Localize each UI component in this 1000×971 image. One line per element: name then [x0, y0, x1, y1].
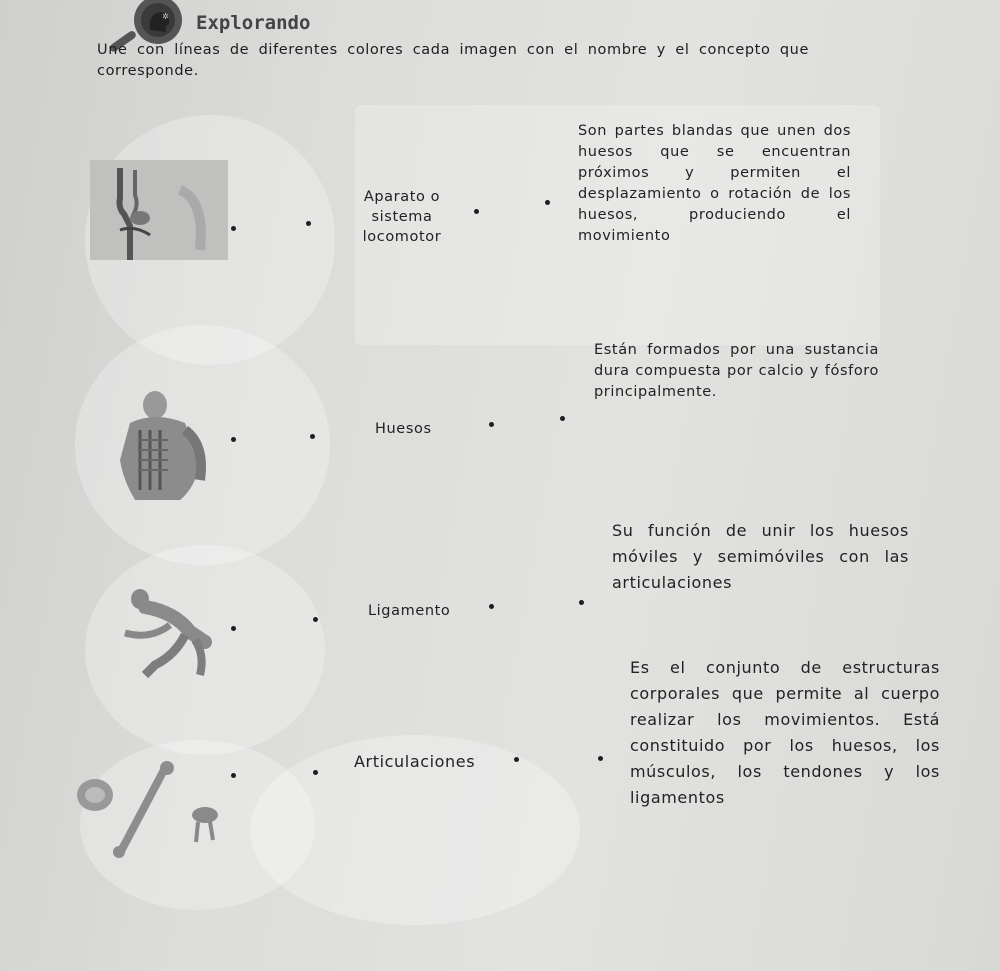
- term-aparato-locomotor: Aparato o sistema locomotor: [362, 189, 442, 245]
- definition-dot[interactable]: [560, 416, 565, 421]
- image-dot[interactable]: [231, 226, 236, 231]
- definition-dot[interactable]: [598, 756, 603, 761]
- term-left-dot[interactable]: [306, 221, 311, 226]
- term-right-dot[interactable]: [474, 209, 479, 214]
- term-left-dot[interactable]: [313, 770, 318, 775]
- running-skeleton-image: [110, 585, 220, 680]
- image-dot[interactable]: [231, 626, 236, 631]
- definition-2: Están formados por una sustancia dura compuesta por calcio y fósforo principalmente.: [594, 342, 879, 400]
- definition-4: Es el conjunto de estructuras corporales que permite al cuerpo realizar los movimientos. Está constituido por los huesos, los músculos, los tendones y los ligamentos: [630, 658, 940, 807]
- term-huesos: Huesos: [375, 421, 432, 437]
- bones-image: [70, 760, 220, 860]
- definition-dot[interactable]: [545, 200, 550, 205]
- instructions-text: Une con líneas de diferentes colores cada imagen con el nombre y el concepto que corresponde.: [97, 42, 809, 79]
- term-right-dot[interactable]: [514, 757, 519, 762]
- term-articulaciones: Articulaciones: [354, 752, 476, 771]
- term-ligamento: Ligamento: [368, 603, 451, 619]
- knee-joint-image: [90, 160, 228, 260]
- term-left-dot[interactable]: [310, 434, 315, 439]
- section-title: Explorando: [196, 12, 311, 34]
- definition-dot[interactable]: [579, 600, 584, 605]
- term-right-dot[interactable]: [489, 422, 494, 427]
- definition-3: Su función de unir los huesos móviles y semimóviles con las articulaciones: [612, 521, 909, 592]
- term-right-dot[interactable]: [489, 604, 494, 609]
- image-dot[interactable]: [231, 773, 236, 778]
- term-left-dot[interactable]: [313, 617, 318, 622]
- muscular-torso-image: [110, 385, 215, 500]
- svg-text:✲: ✲: [162, 12, 169, 21]
- definition-1: Son partes blandas que unen dos huesos que se encuentran próximos y permiten el desplazamiento o rotación de los huesos, produciendo el movimiento: [578, 123, 851, 244]
- image-dot[interactable]: [231, 437, 236, 442]
